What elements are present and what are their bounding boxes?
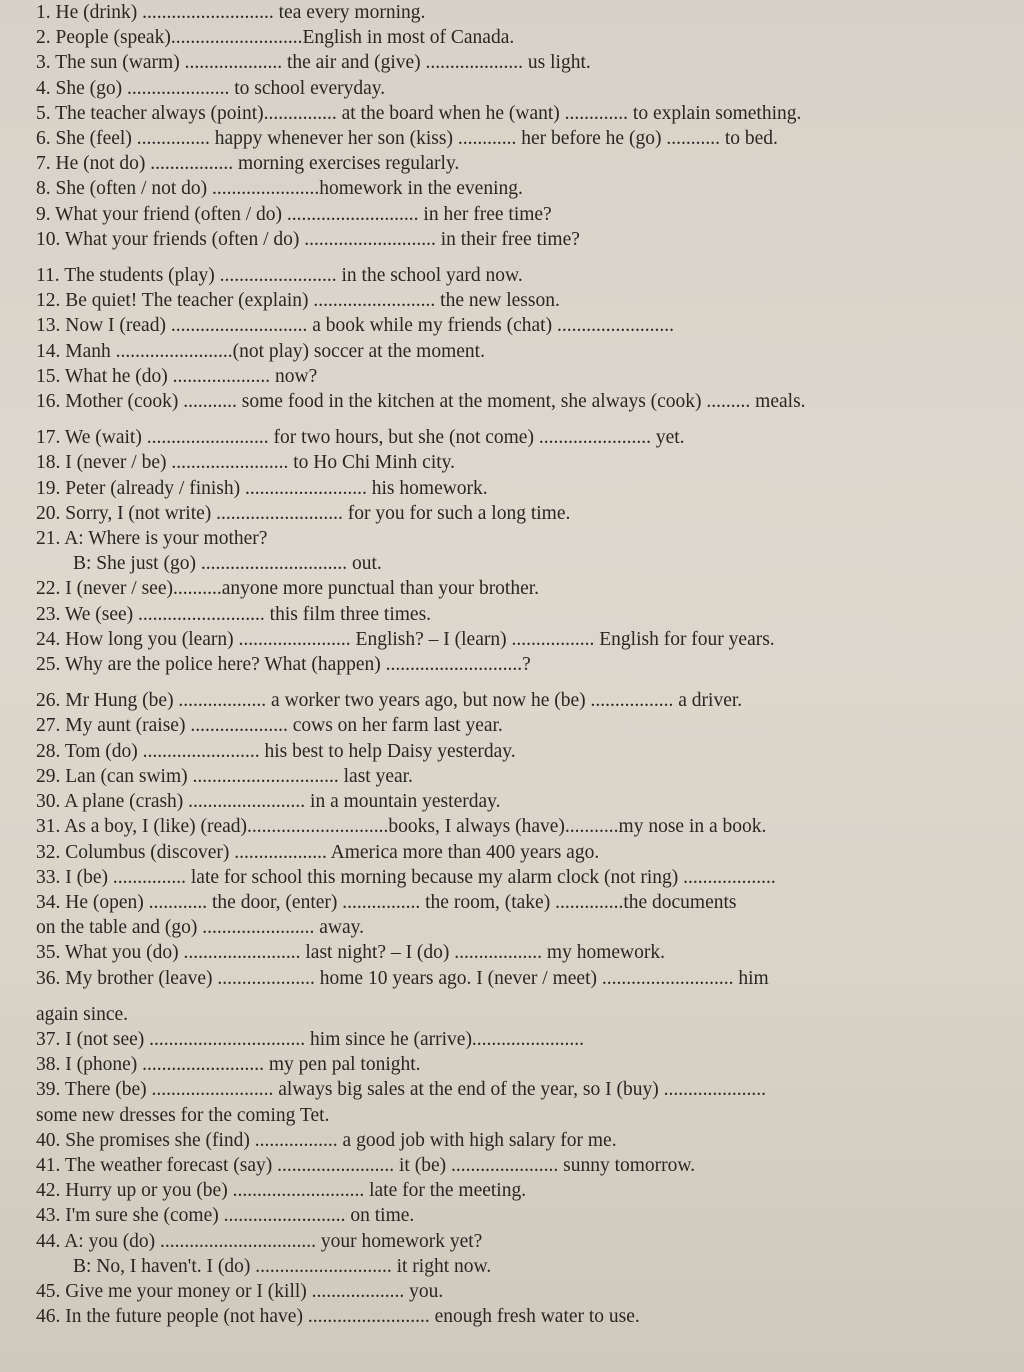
- exercise-number: 36.: [36, 967, 61, 989]
- exercise-text: some new dresses for the coming Tet.: [36, 1104, 330, 1126]
- exercise-line: [36, 339, 984, 364]
- exercise-line: [36, 364, 984, 389]
- exercise-line: [36, 0, 984, 25]
- exercise-text: As a boy, I (like) (read).............................books, I always (have)...........my nose in a book.: [64, 816, 767, 838]
- exercise-number: 30.: [36, 791, 61, 813]
- exercise-line: [36, 713, 984, 738]
- exercise-line: [36, 1153, 984, 1178]
- exercise-text: What he (do) .................... now?: [64, 365, 318, 387]
- exercise-number: 32.: [36, 841, 61, 863]
- exercise-line: [36, 1304, 984, 1329]
- exercise-text: What your friend (often / do) ........................... in her free time?: [55, 203, 552, 225]
- exercise-number: 41.: [36, 1154, 61, 1176]
- exercise-line: [36, 840, 984, 865]
- exercise-line: [36, 1203, 984, 1228]
- exercise-text: He (open) ............ the door, (enter) ................ the room, (take) ..............the documents: [65, 891, 737, 913]
- exercise-number: 2.: [36, 27, 51, 49]
- exercise-text: I (never / see)..........anyone more punctual than your brother.: [65, 578, 540, 600]
- exercise-number: 19.: [36, 477, 61, 499]
- group-spacer: [36, 991, 984, 1002]
- exercise-number: 6.: [36, 128, 51, 150]
- exercise-text: A: Where is your mother?: [64, 528, 268, 550]
- exercise-text: I (never / be) ........................ to Ho Chi Minh city.: [65, 452, 456, 474]
- exercise-line: [36, 1178, 984, 1203]
- exercise-number: 23.: [36, 603, 61, 625]
- exercise-text: Now I (read) ............................ a book while my friends (chat) ........................: [65, 315, 674, 337]
- exercise-text: She (often / not do) ......................homework in the evening.: [55, 178, 523, 200]
- exercise-text: I (not see) ................................ him since he (arrive).......................: [65, 1028, 585, 1050]
- exercise-line: [36, 688, 984, 713]
- exercise-number: 45.: [36, 1280, 61, 1302]
- exercise-text: She (go) ..................... to school everyday.: [55, 77, 386, 99]
- exercise-number: 43.: [36, 1205, 61, 1227]
- exercise-number: 7.: [36, 153, 51, 175]
- exercise-text: Hurry up or you (be) ........................... late for the meeting.: [65, 1180, 527, 1202]
- exercise-line: [36, 890, 984, 915]
- exercise-number: 24.: [36, 628, 61, 650]
- exercise-text: What you (do) ........................ last night? – I (do) .................. my homework.: [64, 942, 665, 964]
- exercise-text: I (be) ............... late for school this morning because my alarm clock (not ring) ...................: [65, 866, 776, 888]
- exercise-line: [36, 50, 984, 75]
- exercise-text: What your friends (often / do) ........................... in their free time?: [64, 228, 580, 250]
- exercise-number: 29.: [36, 765, 61, 787]
- exercise-number: 16.: [36, 391, 61, 413]
- exercise-number: 25.: [36, 654, 61, 676]
- exercise-line: [36, 1279, 984, 1304]
- exercise-line: [36, 476, 984, 501]
- exercise-text: Lan (can swim) .............................. last year.: [65, 765, 413, 787]
- exercise-text: again since.: [36, 1003, 129, 1025]
- exercise-number: 44.: [36, 1230, 61, 1252]
- exercise-line: [36, 602, 984, 627]
- exercise-text: Why are the police here? What (happen) ............................?: [64, 654, 531, 676]
- exercise-number: 3.: [36, 52, 51, 74]
- exercise-number: 22.: [36, 578, 61, 600]
- exercise-line: [36, 313, 984, 338]
- exercise-line: [36, 1229, 984, 1254]
- exercise-number: 26.: [36, 690, 61, 712]
- exercise-number: 21.: [36, 528, 61, 550]
- exercise-text: She (feel) ............... happy whenever her son (kiss) ............ her before he (go) ........... to bed.: [55, 128, 778, 150]
- exercise-line: [36, 450, 984, 475]
- exercise-number: 14.: [36, 340, 61, 362]
- exercise-line: [36, 865, 984, 890]
- exercise-number: 39.: [36, 1079, 61, 1101]
- exercise-number: 18.: [36, 452, 61, 474]
- exercise-line: [36, 1077, 984, 1102]
- exercise-text: There (be) ......................... always big sales at the end of the year, so I (buy) .....................: [64, 1079, 766, 1101]
- exercise-number: 46.: [36, 1306, 61, 1328]
- exercise-text: Mr Hung (be) .................. a worker two years ago, but now he (be) ................. a driver.: [65, 690, 743, 712]
- exercise-text: Give me your money or I (kill) ................... you.: [65, 1280, 444, 1302]
- exercise-line: [36, 526, 984, 551]
- exercise-number: 11.: [36, 265, 60, 287]
- exercise-line: [36, 915, 984, 940]
- exercise-text: He (drink) ........................... tea every morning.: [55, 2, 426, 23]
- exercise-number: 9.: [36, 203, 51, 225]
- exercise-text: B: She just (go) .............................. out.: [73, 553, 382, 575]
- exercise-line: [36, 627, 984, 652]
- exercise-text: My brother (leave) .................... home 10 years ago. I (never / meet) ........................... him: [65, 967, 769, 989]
- exercise-number: 20.: [36, 502, 61, 524]
- exercise-line: [36, 1254, 984, 1279]
- exercise-text: People (speak)...........................English in most of Canada.: [55, 27, 515, 49]
- exercise-text: He (not do) ................. morning exercises regularly.: [55, 153, 460, 175]
- exercise-text: A: you (do) ................................ your homework yet?: [64, 1230, 483, 1252]
- exercise-text: My aunt (raise) .................... cows on her farm last year.: [65, 715, 503, 737]
- exercise-number: 4.: [36, 77, 51, 99]
- group-spacer: [36, 677, 984, 688]
- exercise-line: [36, 176, 984, 201]
- exercise-text: She promises she (find) ................. a good job with high salary for me.: [65, 1129, 617, 1151]
- exercise-number: 13.: [36, 315, 61, 337]
- exercise-text: A plane (crash) ........................ in a mountain yesterday.: [64, 791, 501, 813]
- exercise-number: 28.: [36, 740, 61, 762]
- exercise-text: on the table and (go) ....................... away.: [36, 917, 364, 939]
- exercise-number: 17.: [36, 427, 61, 449]
- exercise-text: The sun (warm) .................... the air and (give) .................... us light.: [55, 52, 591, 74]
- exercise-number: 10.: [36, 228, 61, 250]
- exercise-line: [36, 389, 984, 414]
- exercise-line: [36, 101, 984, 126]
- exercise-text: I (phone) ......................... my pen pal tonight.: [65, 1054, 421, 1076]
- exercise-number: 12.: [36, 290, 61, 312]
- group-spacer: [36, 414, 984, 425]
- exercise-number: 8.: [36, 178, 51, 200]
- exercise-number: 37.: [36, 1028, 61, 1050]
- exercise-text: Mother (cook) ........... some food in the kitchen at the moment, she always (cook) ......... meals.: [65, 391, 806, 413]
- exercise-text: We (see) .......................... this film three times.: [64, 603, 432, 625]
- exercise-number: 31.: [36, 816, 61, 838]
- exercise-line: [36, 789, 984, 814]
- exercise-line: [36, 1002, 984, 1027]
- exercise-line: [36, 739, 984, 764]
- exercise-line: [36, 151, 984, 176]
- exercise-line: [36, 76, 984, 101]
- group-spacer: [36, 252, 984, 263]
- exercise-number: 34.: [36, 891, 61, 913]
- exercise-list: [36, 0, 984, 1329]
- exercise-text: The teacher always (point)............... at the board when he (want) ............. to explain something.: [55, 102, 802, 124]
- exercise-text: Manh ........................(not play) soccer at the moment.: [65, 340, 485, 362]
- exercise-number: 42.: [36, 1180, 61, 1202]
- exercise-text: In the future people (not have) ......................... enough fresh water to use.: [65, 1306, 640, 1328]
- exercise-number: 5.: [36, 102, 51, 124]
- exercise-line: [36, 1052, 984, 1077]
- exercise-text: Columbus (discover) ................... America more than 400 years ago.: [65, 841, 600, 863]
- exercise-line: [36, 814, 984, 839]
- exercise-line: [36, 425, 984, 450]
- exercise-number: 27.: [36, 715, 61, 737]
- exercise-line: [36, 652, 984, 677]
- exercise-text: B: No, I haven't. I (do) ............................ it right now.: [73, 1255, 492, 1277]
- exercise-text: How long you (learn) ....................... English? – I (learn) ................. English for four years.: [65, 628, 775, 650]
- exercise-line: [36, 551, 984, 576]
- exercise-line: [36, 126, 984, 151]
- exercise-text: I'm sure she (come) ......................... on time.: [65, 1205, 415, 1227]
- exercise-line: [36, 227, 984, 252]
- exercise-number: 33.: [36, 866, 61, 888]
- exercise-line: [36, 202, 984, 227]
- exercise-line: [36, 576, 984, 601]
- exercise-number: 1.: [36, 2, 51, 23]
- exercise-number: 40.: [36, 1129, 61, 1151]
- exercise-number: 15.: [36, 365, 61, 387]
- exercise-text: The students (play) ........................ in the school yard now.: [64, 265, 523, 287]
- exercise-number: 35.: [36, 942, 61, 964]
- exercise-text: Peter (already / finish) ......................... his homework.: [65, 477, 488, 499]
- exercise-line: [36, 501, 984, 526]
- exercise-line: [36, 764, 984, 789]
- exercise-line: [36, 1027, 984, 1052]
- exercise-text: Tom (do) ........................ his best to help Daisy yesterday.: [64, 740, 516, 762]
- exercise-line: [36, 288, 984, 313]
- exercise-text: We (wait) ......................... for two hours, but she (not come) ....................... yet.: [64, 427, 685, 449]
- exercise-text: The weather forecast (say) ........................ it (be) ...................... sunny tomorrow.: [64, 1154, 696, 1176]
- exercise-text: Sorry, I (not write) .......................... for you for such a long time.: [65, 502, 571, 524]
- exercise-line: [36, 966, 984, 991]
- exercise-line: [36, 25, 984, 50]
- exercise-text: Be quiet! The teacher (explain) ......................... the new lesson.: [65, 290, 560, 312]
- exercise-line: [36, 1128, 984, 1153]
- exercise-line: [36, 1103, 984, 1128]
- exercise-number: 38.: [36, 1054, 61, 1076]
- exercise-line: [36, 940, 984, 965]
- exercise-line: [36, 263, 984, 288]
